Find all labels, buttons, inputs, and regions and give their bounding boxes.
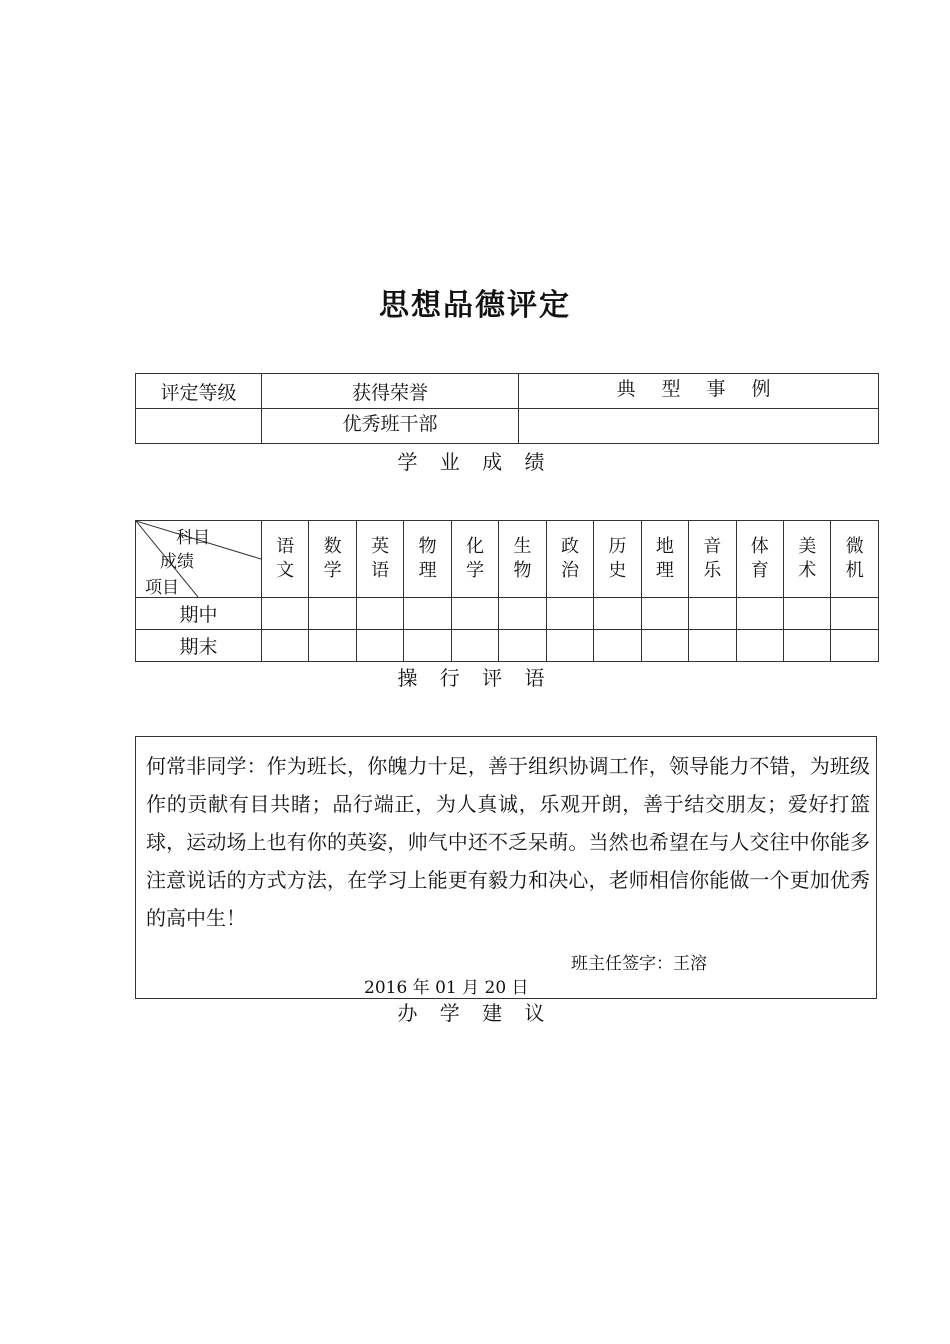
corner-bottom-label: 项目 bbox=[145, 578, 179, 598]
subject-header bbox=[689, 521, 736, 598]
honor-header: 获得荣誉 bbox=[262, 374, 519, 409]
subject-char: 历 bbox=[608, 536, 627, 557]
subject-char: 育 bbox=[750, 560, 769, 581]
subject-header bbox=[546, 521, 593, 598]
subject-char: 术 bbox=[798, 560, 817, 581]
subject-char: 化 bbox=[466, 536, 485, 557]
score-cell bbox=[356, 630, 403, 662]
teacher-signature: 班主任签字：王溶 bbox=[571, 954, 707, 974]
score-cell bbox=[309, 630, 356, 662]
subject-header bbox=[309, 521, 356, 598]
score-cell bbox=[546, 598, 593, 630]
score-cell bbox=[404, 630, 451, 662]
score-cell bbox=[831, 630, 879, 662]
subject-char: 政 bbox=[560, 536, 579, 557]
score-cell bbox=[689, 630, 736, 662]
subject-char: 地 bbox=[655, 536, 674, 557]
subject-header bbox=[594, 521, 641, 598]
score-cell bbox=[499, 598, 546, 630]
subject-char: 理 bbox=[418, 560, 437, 581]
corner-top-label: 科目 bbox=[176, 528, 210, 548]
conduct-section-title: 操 行 评 语 bbox=[397, 666, 553, 690]
corner-cell bbox=[136, 521, 262, 598]
score-cell bbox=[736, 630, 783, 662]
subject-header bbox=[499, 521, 546, 598]
score-cell bbox=[641, 598, 688, 630]
score-cell bbox=[546, 630, 593, 662]
comment-date: 2016 年 01 月 20 日 bbox=[364, 978, 529, 998]
score-cell bbox=[262, 630, 309, 662]
score-cell bbox=[594, 598, 641, 630]
score-cell bbox=[689, 598, 736, 630]
subject-char: 史 bbox=[608, 560, 627, 581]
subject-char: 语 bbox=[276, 536, 295, 557]
grade-value bbox=[136, 409, 262, 444]
subject-header bbox=[262, 521, 309, 598]
subject-header bbox=[641, 521, 688, 598]
teacher-comment: 何常非同学：作为班长，你魄力十足，善于组织协调工作，领导能力不错，为班级作的贡献有目共睹；品行端正，为人真诚，乐观开朗，善于结交朋友；爱好打篮球，运动场上也有你的英姿，帅气中还不乏呆萌。当然也希望在与人交往中你能多注意说话的方式方法，在学习上能更有毅力和决心，老师相信你能做一个更加优秀的高中生！ bbox=[146, 754, 870, 930]
corner-middle-label: 成绩 bbox=[160, 552, 194, 572]
example-value bbox=[519, 409, 879, 444]
subject-char: 学 bbox=[323, 560, 342, 581]
subject-char: 治 bbox=[560, 560, 579, 581]
subject-char: 语 bbox=[371, 560, 390, 581]
subject-char: 物 bbox=[418, 536, 437, 557]
score-cell bbox=[831, 598, 879, 630]
subject-char: 文 bbox=[276, 560, 295, 581]
subject-char: 生 bbox=[513, 536, 532, 557]
score-cell bbox=[356, 598, 403, 630]
subject-char: 数 bbox=[323, 536, 342, 557]
row-label-midterm: 期中 bbox=[136, 598, 262, 630]
example-header: 典 型 事 例 bbox=[519, 374, 879, 409]
score-cell bbox=[262, 598, 309, 630]
subject-char: 乐 bbox=[703, 560, 722, 581]
score-cell bbox=[783, 630, 830, 662]
grades-table bbox=[135, 520, 879, 662]
score-cell bbox=[451, 630, 498, 662]
subject-header bbox=[356, 521, 403, 598]
advice-section-title: 办 学 建 议 bbox=[397, 1001, 553, 1025]
subject-char: 学 bbox=[466, 560, 485, 581]
page-title: 思想品德评定 bbox=[379, 288, 571, 323]
score-cell bbox=[404, 598, 451, 630]
subject-char: 微 bbox=[845, 536, 864, 557]
subject-char: 理 bbox=[655, 560, 674, 581]
score-cell bbox=[641, 630, 688, 662]
comment-box bbox=[135, 736, 877, 999]
subject-header bbox=[404, 521, 451, 598]
score-cell bbox=[736, 598, 783, 630]
score-cell bbox=[499, 630, 546, 662]
score-cell bbox=[594, 630, 641, 662]
subject-char: 英 bbox=[371, 536, 390, 557]
subject-header bbox=[451, 521, 498, 598]
score-cell bbox=[451, 598, 498, 630]
subject-char: 美 bbox=[798, 536, 817, 557]
honor-value: 优秀班干部 bbox=[262, 409, 519, 444]
subject-char: 音 bbox=[703, 536, 722, 557]
subject-header bbox=[736, 521, 783, 598]
grade-header: 评定等级 bbox=[136, 374, 262, 409]
subject-char: 体 bbox=[750, 536, 769, 557]
score-cell bbox=[783, 598, 830, 630]
subject-header bbox=[783, 521, 830, 598]
subject-char: 机 bbox=[845, 560, 864, 581]
row-label-final: 期末 bbox=[136, 630, 262, 662]
evaluation-table bbox=[135, 373, 879, 444]
subject-header bbox=[831, 521, 879, 598]
academic-section-title: 学 业 成 绩 bbox=[397, 450, 553, 474]
subject-char: 物 bbox=[513, 560, 532, 581]
score-cell bbox=[309, 598, 356, 630]
